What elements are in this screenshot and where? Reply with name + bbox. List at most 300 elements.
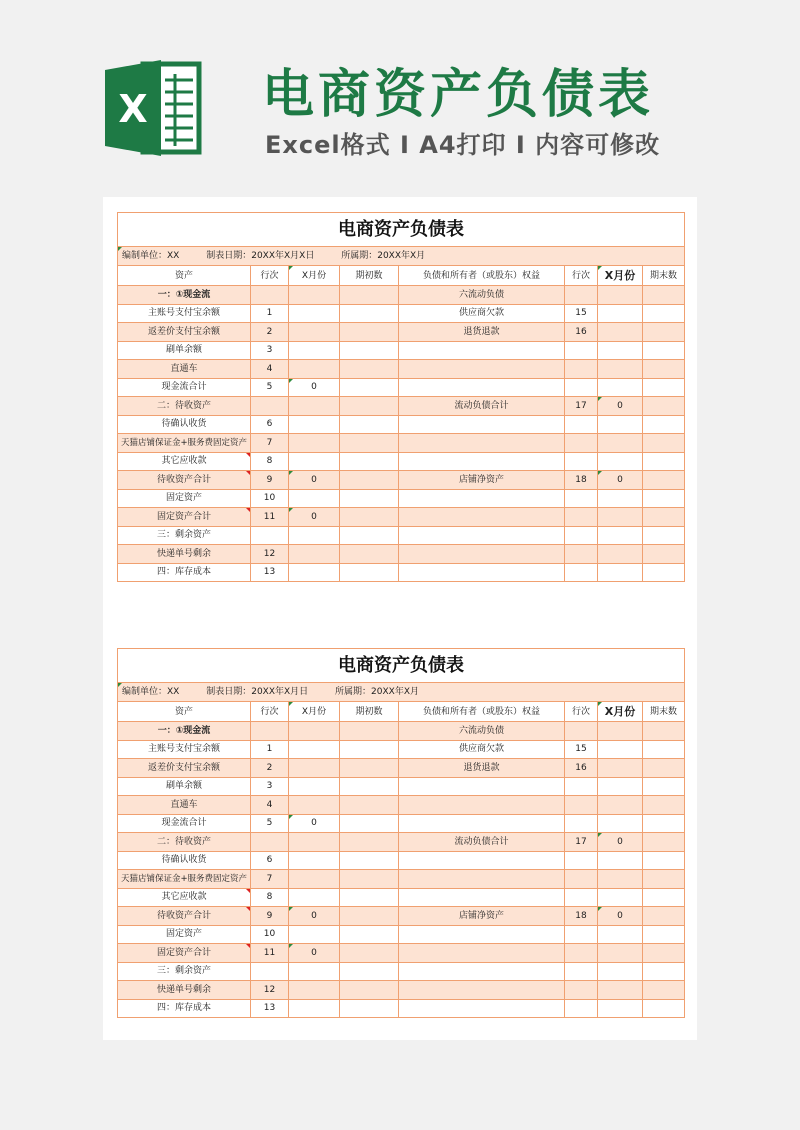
table-cell[interactable]: 主账号支付宝余额 <box>118 304 251 323</box>
table-cell[interactable] <box>565 563 598 582</box>
table-cell[interactable] <box>643 925 685 944</box>
header-col-row-no-2: 行次 <box>565 702 598 722</box>
table-row <box>118 286 685 305</box>
table-cell[interactable] <box>598 508 643 527</box>
table-cell[interactable]: 2 <box>251 759 289 778</box>
table-cell[interactable]: 0 <box>598 833 643 852</box>
table-cell[interactable] <box>340 341 399 360</box>
table-cell[interactable] <box>399 378 565 397</box>
table-cell[interactable]: 7 <box>251 434 289 453</box>
table-cell[interactable] <box>399 563 565 582</box>
table-cell[interactable] <box>565 378 598 397</box>
table-cell[interactable] <box>289 833 340 852</box>
table-cell[interactable] <box>340 870 399 889</box>
table-cell[interactable] <box>643 833 685 852</box>
table-cell[interactable]: 现金流合计 <box>118 378 251 397</box>
table-cell[interactable] <box>340 489 399 508</box>
table-cell[interactable]: 5 <box>251 378 289 397</box>
table-cell[interactable] <box>251 833 289 852</box>
table-cell[interactable] <box>643 888 685 907</box>
table-cell[interactable] <box>598 452 643 471</box>
table-cell[interactable]: 其它应收款 <box>118 888 251 907</box>
svg-text:X: X <box>118 87 148 131</box>
table-cell[interactable] <box>340 851 399 870</box>
table-cell[interactable] <box>289 981 340 1000</box>
table-cell[interactable] <box>598 489 643 508</box>
table-cell[interactable] <box>340 397 399 416</box>
table-cell[interactable]: 固定资产 <box>118 925 251 944</box>
table-row <box>118 870 685 889</box>
table-row <box>118 833 685 852</box>
table-cell[interactable]: 0 <box>598 397 643 416</box>
table-cell[interactable] <box>643 851 685 870</box>
table-cell[interactable] <box>643 722 685 741</box>
table-cell[interactable] <box>289 851 340 870</box>
unit-label: 编制单位：XX <box>122 687 180 697</box>
table-cell[interactable]: 10 <box>251 925 289 944</box>
table-cell[interactable] <box>643 415 685 434</box>
table-cell[interactable]: 待确认收货 <box>118 851 251 870</box>
table-cell[interactable] <box>251 962 289 981</box>
table-cell[interactable]: 4 <box>251 796 289 815</box>
table-cell[interactable]: 18 <box>565 907 598 926</box>
table-row <box>118 545 685 564</box>
table-cell[interactable] <box>565 434 598 453</box>
table-row <box>118 434 685 453</box>
table-cell[interactable] <box>598 722 643 741</box>
table-row <box>118 925 685 944</box>
header-col-row-no-2: 行次 <box>565 266 598 286</box>
table-cell[interactable] <box>598 962 643 981</box>
excel-logo-icon <box>103 58 203 158</box>
table-cell[interactable] <box>289 489 340 508</box>
header-col-month-2: X月份 <box>598 702 643 722</box>
table-cell[interactable] <box>565 452 598 471</box>
table-cell[interactable]: 15 <box>565 740 598 759</box>
table-cell[interactable]: 直通车 <box>118 360 251 379</box>
date-label: 制表日期：20XX年X月X日 <box>206 251 315 261</box>
table-cell[interactable] <box>565 545 598 564</box>
table-cell[interactable] <box>340 944 399 963</box>
table-cell[interactable] <box>598 415 643 434</box>
table-cell[interactable] <box>598 888 643 907</box>
table-cell[interactable]: 流动负债合计 <box>399 833 565 852</box>
table-cell[interactable]: 13 <box>251 563 289 582</box>
table-cell[interactable] <box>340 796 399 815</box>
table-cell[interactable] <box>340 962 399 981</box>
table-cell[interactable] <box>643 508 685 527</box>
table-cell[interactable] <box>643 434 685 453</box>
table-row <box>118 814 685 833</box>
table-cell[interactable] <box>289 323 340 342</box>
header-col-closing: 期末数 <box>643 266 685 286</box>
sheet-info-row <box>118 247 685 266</box>
table-cell[interactable]: 直通车 <box>118 796 251 815</box>
table-cell[interactable] <box>598 925 643 944</box>
table-cell[interactable] <box>643 304 685 323</box>
table-cell[interactable] <box>399 999 565 1018</box>
table-cell[interactable] <box>289 415 340 434</box>
table-cell[interactable] <box>340 981 399 1000</box>
table-cell[interactable]: 7 <box>251 870 289 889</box>
table-cell[interactable]: 流动负债合计 <box>399 397 565 416</box>
table-cell[interactable]: 3 <box>251 341 289 360</box>
table-cell[interactable]: 店铺净资产 <box>399 907 565 926</box>
table-row <box>118 962 685 981</box>
table-cell[interactable]: 0 <box>289 814 340 833</box>
table-cell[interactable]: 12 <box>251 545 289 564</box>
table-cell[interactable] <box>399 545 565 564</box>
table-cell[interactable] <box>399 962 565 981</box>
table-cell[interactable]: 6 <box>251 415 289 434</box>
table-cell[interactable] <box>598 870 643 889</box>
table-cell[interactable] <box>598 304 643 323</box>
table-cell[interactable] <box>289 434 340 453</box>
table-cell[interactable]: 二：待收资产 <box>118 833 251 852</box>
table-cell[interactable]: 2 <box>251 323 289 342</box>
table-row <box>118 777 685 796</box>
table-cell[interactable] <box>598 777 643 796</box>
table-cell[interactable]: 15 <box>565 304 598 323</box>
table-cell[interactable] <box>399 360 565 379</box>
table-cell[interactable] <box>399 851 565 870</box>
table-cell[interactable] <box>565 796 598 815</box>
table-cell[interactable]: 8 <box>251 452 289 471</box>
table-cell[interactable] <box>643 759 685 778</box>
table-cell[interactable] <box>643 981 685 1000</box>
table-row <box>118 851 685 870</box>
table-cell[interactable]: 待收资产合计 <box>118 471 251 490</box>
table-cell[interactable]: 四：库存成本 <box>118 563 251 582</box>
table-cell[interactable]: 固定资产 <box>118 489 251 508</box>
table-cell[interactable]: 六流动负债 <box>399 286 565 305</box>
table-cell[interactable]: 退货退款 <box>399 323 565 342</box>
table-cell[interactable]: 0 <box>289 378 340 397</box>
table-cell[interactable] <box>643 870 685 889</box>
table-cell[interactable] <box>289 341 340 360</box>
table-cell[interactable]: 待收资产合计 <box>118 907 251 926</box>
table-cell[interactable] <box>565 415 598 434</box>
table-cell[interactable]: 16 <box>565 759 598 778</box>
table-cell[interactable]: 主账号支付宝余额 <box>118 740 251 759</box>
table-cell[interactable]: 刷单余额 <box>118 777 251 796</box>
table-cell[interactable] <box>598 434 643 453</box>
table-cell[interactable] <box>289 452 340 471</box>
table-cell[interactable]: 退货退款 <box>399 759 565 778</box>
table-cell[interactable] <box>643 814 685 833</box>
table-cell[interactable] <box>598 286 643 305</box>
table-cell[interactable] <box>340 452 399 471</box>
table-cell[interactable] <box>340 323 399 342</box>
table-cell[interactable]: 三：剩余资产 <box>118 962 251 981</box>
table-cell[interactable]: 16 <box>565 323 598 342</box>
table-cell[interactable] <box>643 286 685 305</box>
table-cell[interactable] <box>340 814 399 833</box>
table-cell[interactable] <box>289 777 340 796</box>
table-cell[interactable] <box>289 360 340 379</box>
table-cell[interactable]: 二：待收资产 <box>118 397 251 416</box>
table-cell[interactable] <box>289 870 340 889</box>
table-cell[interactable]: 13 <box>251 999 289 1018</box>
table-cell[interactable] <box>340 833 399 852</box>
table-cell[interactable]: 快递单号剩余 <box>118 545 251 564</box>
table-cell[interactable]: 6 <box>251 851 289 870</box>
table-cell[interactable] <box>643 907 685 926</box>
sheet-info-row <box>118 683 685 702</box>
table-cell[interactable]: 0 <box>598 907 643 926</box>
table-cell[interactable] <box>340 526 399 545</box>
table-cell[interactable] <box>643 796 685 815</box>
table-cell[interactable] <box>399 981 565 1000</box>
table-cell[interactable]: 0 <box>289 907 340 926</box>
table-cell[interactable]: 9 <box>251 471 289 490</box>
date-label: 制表日期：20XX年X月日 <box>206 687 309 697</box>
table-cell[interactable] <box>289 397 340 416</box>
table-cell[interactable]: 三：剩余资产 <box>118 526 251 545</box>
table-cell[interactable] <box>598 851 643 870</box>
table-cell[interactable] <box>340 722 399 741</box>
table-cell[interactable] <box>399 415 565 434</box>
table-cell[interactable] <box>643 545 685 564</box>
table-cell[interactable]: 18 <box>565 471 598 490</box>
table-cell[interactable]: 8 <box>251 888 289 907</box>
table-cell[interactable]: 1 <box>251 304 289 323</box>
table-cell[interactable] <box>643 452 685 471</box>
table-cell[interactable]: 天猫店铺保证金+服务费固定资产 <box>118 870 251 889</box>
table-cell[interactable]: 供应商欠款 <box>399 740 565 759</box>
header-col-liabilities: 负债和所有者（或股东）权益 <box>399 702 565 722</box>
sheet-title: 电商资产负债表 <box>118 213 685 247</box>
table-cell[interactable]: 11 <box>251 508 289 527</box>
table-cell[interactable] <box>399 489 565 508</box>
table-cell[interactable] <box>289 740 340 759</box>
table-cell[interactable] <box>598 526 643 545</box>
table-cell[interactable] <box>565 999 598 1018</box>
table-row <box>118 323 685 342</box>
table-cell[interactable] <box>289 888 340 907</box>
table-cell[interactable]: 六流动负债 <box>399 722 565 741</box>
table-cell[interactable]: 4 <box>251 360 289 379</box>
table-cell[interactable] <box>643 740 685 759</box>
table-cell[interactable] <box>565 944 598 963</box>
table-cell[interactable]: 5 <box>251 814 289 833</box>
table-cell[interactable] <box>340 415 399 434</box>
table-cell[interactable] <box>340 925 399 944</box>
table-cell[interactable] <box>340 304 399 323</box>
table-cell[interactable] <box>399 870 565 889</box>
header-col-opening: 期初数 <box>340 266 399 286</box>
table-cell[interactable] <box>643 777 685 796</box>
table-cell[interactable] <box>399 526 565 545</box>
table-cell[interactable] <box>289 526 340 545</box>
table-cell[interactable] <box>340 759 399 778</box>
table-cell[interactable] <box>565 526 598 545</box>
table-cell[interactable] <box>565 888 598 907</box>
table-cell[interactable] <box>565 962 598 981</box>
table-cell[interactable] <box>289 722 340 741</box>
table-row <box>118 415 685 434</box>
table-cell[interactable] <box>251 526 289 545</box>
table-cell[interactable] <box>598 814 643 833</box>
table-cell[interactable]: 3 <box>251 777 289 796</box>
header-col-opening: 期初数 <box>340 702 399 722</box>
table-cell[interactable] <box>565 341 598 360</box>
table-cell[interactable]: 0 <box>289 508 340 527</box>
table-cell[interactable] <box>399 814 565 833</box>
table-cell[interactable] <box>340 378 399 397</box>
table-row <box>118 740 685 759</box>
table-cell[interactable] <box>289 925 340 944</box>
table-cell[interactable]: 现金流合计 <box>118 814 251 833</box>
table-cell[interactable] <box>643 378 685 397</box>
table-cell[interactable] <box>340 563 399 582</box>
table-cell[interactable]: 返差价支付宝余额 <box>118 323 251 342</box>
table-cell[interactable] <box>289 999 340 1018</box>
table-cell[interactable]: 11 <box>251 944 289 963</box>
table-cell[interactable] <box>340 999 399 1018</box>
table-cell[interactable] <box>399 796 565 815</box>
table-row <box>118 341 685 360</box>
table-cell[interactable] <box>598 378 643 397</box>
table-cell[interactable] <box>643 962 685 981</box>
table-cell[interactable] <box>289 796 340 815</box>
table-cell[interactable]: 12 <box>251 981 289 1000</box>
table-cell[interactable] <box>251 397 289 416</box>
table-cell[interactable] <box>598 796 643 815</box>
table-cell[interactable]: 供应商欠款 <box>399 304 565 323</box>
table-cell[interactable]: 0 <box>289 944 340 963</box>
table-cell[interactable] <box>340 360 399 379</box>
table-cell[interactable]: 返差价支付宝余额 <box>118 759 251 778</box>
table-cell[interactable] <box>289 304 340 323</box>
table-cell[interactable] <box>598 545 643 564</box>
table-cell[interactable] <box>565 489 598 508</box>
table-cell[interactable]: 一：①现金流 <box>118 722 251 741</box>
table-row <box>118 471 685 490</box>
table-cell[interactable] <box>565 722 598 741</box>
table-cell[interactable] <box>340 545 399 564</box>
table-cell[interactable]: 17 <box>565 397 598 416</box>
table-cell[interactable] <box>340 907 399 926</box>
table-cell[interactable] <box>643 360 685 379</box>
table-cell[interactable] <box>643 944 685 963</box>
table-row <box>118 981 685 1000</box>
table-cell[interactable] <box>565 777 598 796</box>
table-cell[interactable] <box>643 341 685 360</box>
table-row <box>118 304 685 323</box>
table-row <box>118 907 685 926</box>
page-subtitle: Excel格式 Ι A4打印 Ι 内容可修改 <box>265 131 661 159</box>
table-cell[interactable]: 店铺净资产 <box>399 471 565 490</box>
table-cell[interactable]: 10 <box>251 489 289 508</box>
table-cell[interactable]: 其它应收款 <box>118 452 251 471</box>
table-cell[interactable] <box>340 286 399 305</box>
table-cell[interactable] <box>289 759 340 778</box>
table-cell[interactable]: 9 <box>251 907 289 926</box>
table-cell[interactable] <box>598 341 643 360</box>
table-cell[interactable] <box>565 981 598 1000</box>
table-cell[interactable] <box>565 870 598 889</box>
header-col-closing: 期末数 <box>643 702 685 722</box>
table-cell[interactable] <box>399 452 565 471</box>
table-cell[interactable] <box>340 740 399 759</box>
table-cell[interactable] <box>289 545 340 564</box>
table-row <box>118 796 685 815</box>
table-cell[interactable]: 四：库存成本 <box>118 999 251 1018</box>
table-cell[interactable] <box>399 944 565 963</box>
table-cell[interactable] <box>643 397 685 416</box>
page-title: 电商资产负债表 <box>262 65 655 125</box>
table-row <box>118 526 685 545</box>
table-cell[interactable]: 快递单号剩余 <box>118 981 251 1000</box>
table-cell[interactable] <box>399 888 565 907</box>
table-cell[interactable] <box>643 323 685 342</box>
table-cell[interactable] <box>340 434 399 453</box>
table-cell[interactable]: 0 <box>289 471 340 490</box>
table-cell[interactable] <box>251 286 289 305</box>
table-cell[interactable]: 1 <box>251 740 289 759</box>
table-cell[interactable] <box>565 286 598 305</box>
table-cell[interactable] <box>598 759 643 778</box>
table-cell[interactable] <box>340 471 399 490</box>
table-cell[interactable]: 刷单余额 <box>118 341 251 360</box>
table-cell[interactable]: 固定资产合计 <box>118 508 251 527</box>
table-cell[interactable]: 固定资产合计 <box>118 944 251 963</box>
table-cell[interactable] <box>565 814 598 833</box>
table-cell[interactable]: 一：①现金流 <box>118 286 251 305</box>
table-cell[interactable]: 0 <box>598 471 643 490</box>
table-row <box>118 508 685 527</box>
table-cell[interactable] <box>565 360 598 379</box>
table-cell[interactable] <box>598 981 643 1000</box>
table-cell[interactable] <box>598 999 643 1018</box>
table-cell[interactable] <box>643 471 685 490</box>
table-cell[interactable] <box>565 851 598 870</box>
table-cell[interactable] <box>598 944 643 963</box>
table-cell[interactable] <box>251 722 289 741</box>
table-cell[interactable] <box>565 508 598 527</box>
table-cell[interactable] <box>340 888 399 907</box>
table-cell[interactable] <box>643 563 685 582</box>
table-cell[interactable] <box>598 323 643 342</box>
table-cell[interactable] <box>399 434 565 453</box>
table-cell[interactable] <box>340 777 399 796</box>
table-cell[interactable] <box>643 526 685 545</box>
table-cell[interactable]: 待确认收货 <box>118 415 251 434</box>
table-cell[interactable] <box>565 925 598 944</box>
table-row <box>118 888 685 907</box>
table-cell[interactable] <box>643 999 685 1018</box>
table-row <box>118 397 685 416</box>
table-cell[interactable] <box>399 777 565 796</box>
table-cell[interactable] <box>289 286 340 305</box>
table-cell[interactable]: 17 <box>565 833 598 852</box>
table-cell[interactable] <box>643 489 685 508</box>
table-cell[interactable] <box>598 563 643 582</box>
table-cell[interactable] <box>598 360 643 379</box>
table-cell[interactable] <box>598 740 643 759</box>
table-cell[interactable] <box>399 341 565 360</box>
table-cell[interactable] <box>399 508 565 527</box>
banner <box>0 0 800 190</box>
header-col-row-no: 行次 <box>251 266 289 286</box>
table-cell[interactable] <box>289 962 340 981</box>
table-row <box>118 378 685 397</box>
table-cell[interactable]: 天猫店铺保证金+服务费固定资产 <box>118 434 251 453</box>
table-cell[interactable] <box>340 508 399 527</box>
table-cell[interactable] <box>289 563 340 582</box>
table-cell[interactable] <box>399 925 565 944</box>
